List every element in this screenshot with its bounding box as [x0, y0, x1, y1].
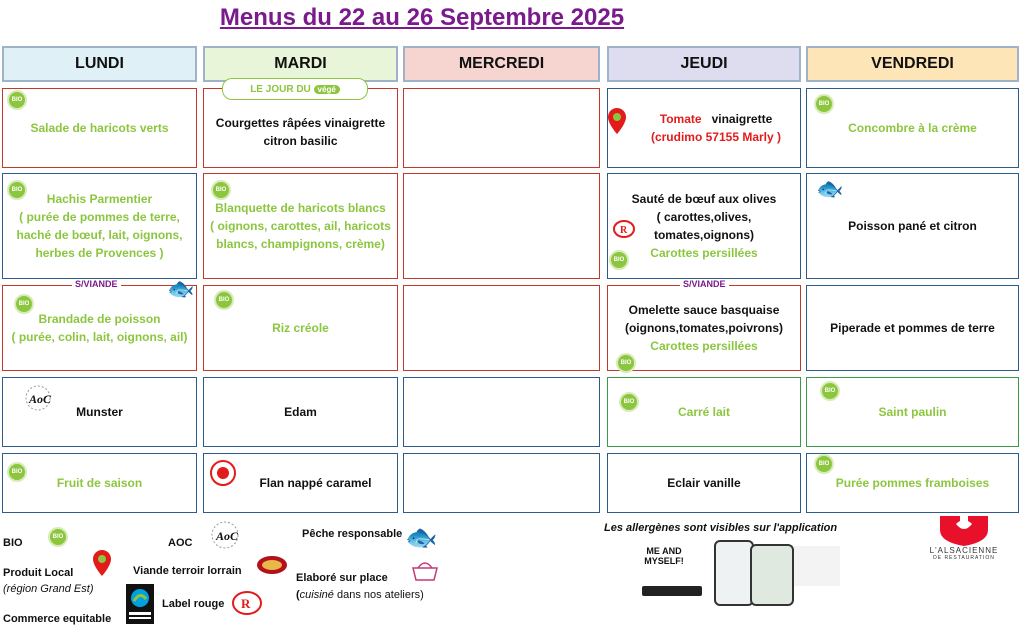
legend-viande: Viande terroir lorrain: [133, 565, 242, 577]
legend-aoc-icon: [208, 520, 242, 550]
header-vendredi: VENDREDI: [806, 46, 1019, 82]
brand-sub: DE RESTAURATION: [933, 555, 995, 561]
vendredi-entree: Concombre à la crème: [806, 88, 1019, 168]
fish-icon: 🐟: [167, 276, 195, 301]
svg-text:AoC: AoC: [29, 392, 52, 406]
location-pin-icon: [608, 108, 626, 134]
header-mercredi: MERCREDI: [403, 46, 600, 82]
app-store-badges: [642, 586, 702, 596]
mardi-plat: Blanquette de haricots blancs ( oignons, carottes, ail, haricots blancs, champignons, crème): [203, 173, 398, 279]
mardi-fromage: Edam: [203, 377, 398, 447]
lundi-sviande: Brandade de poisson ( purée, colin, lait, oignons, ail): [2, 285, 197, 371]
phone-mockup: [750, 544, 794, 606]
lundi-plat: Hachis Parmentier ( purée de pommes de terre, haché de bœuf, lait, oignons, herbes de Provences ): [2, 173, 197, 279]
bio-icon: BIO: [616, 353, 636, 373]
jeudi-sviande: Omelette sauce basquaise (oignons,tomates,poivrons) Carottes persillées: [607, 285, 801, 371]
bio-icon: BIO: [14, 294, 34, 314]
legend-aoc: AOC: [168, 537, 193, 549]
jeudi-dessert: Eclair vanille: [607, 453, 801, 513]
brand-heart-icon: [938, 514, 990, 546]
bio-icon: BIO: [7, 90, 27, 110]
svg-text:R: R: [620, 225, 628, 236]
vendredi-plat: Poisson pané et citron: [806, 173, 1019, 279]
jeudi-entree-origin: (crudimo 57155 Marly ): [650, 130, 782, 144]
jour-vege-text: LE JOUR DU: [250, 83, 311, 95]
sviande-label-jeudi: S/VIANDE: [680, 279, 729, 289]
legend-bio-icon: BIO: [48, 527, 68, 547]
bio-icon: BIO: [814, 94, 834, 114]
legend-location-pin-icon: [93, 550, 111, 576]
jeudi-fromage: Carré lait: [607, 377, 801, 447]
aoc-icon: [22, 384, 54, 412]
legend-equitable: Commerce equitable: [3, 613, 112, 625]
vendredi-fromage: Saint paulin: [806, 377, 1019, 447]
jeudi-entree: [607, 88, 801, 168]
lundi-fromage: Munster: [2, 377, 197, 447]
lundi-entree: Salade de haricots verts: [2, 88, 197, 168]
legend-fish-icon: 🐟: [405, 522, 438, 552]
mardi-accomp: Riz créole: [203, 285, 398, 371]
header-jeudi: JEUDI: [607, 46, 801, 82]
phone-mockup: [714, 540, 754, 606]
mardi-entree: Courgettes râpées vinaigrette citron basilic: [203, 88, 398, 168]
bio-icon: BIO: [7, 462, 27, 482]
legend-fairtrade-icon: [126, 584, 154, 624]
header-lundi: LUNDI: [2, 46, 197, 82]
jeudi-plat: Sauté de bœuf aux olives ( carottes,olives, tomates,oignons) Carottes persillées: [607, 173, 801, 279]
sviande-label: S/VIANDE: [72, 279, 121, 289]
bio-icon: BIO: [214, 290, 234, 310]
mercredi-entree: [403, 88, 600, 168]
legend-basket-icon: [410, 558, 440, 582]
legend-label-rouge: Label rouge: [162, 598, 225, 610]
mercredi-dessert: [403, 453, 600, 513]
bio-icon: BIO: [619, 392, 639, 412]
mercredi-fromage: [403, 377, 600, 447]
page-title: Menus du 22 au 26 Septembre 2025: [219, 4, 625, 31]
legend-bio: BIO: [3, 537, 23, 549]
legend-local: Produit Local (région Grand Est): [3, 567, 94, 595]
bio-icon: BIO: [211, 180, 231, 200]
mardi-dessert: Flan nappé caramel: [203, 453, 398, 513]
header-mardi: MARDI: [203, 46, 398, 82]
app-promo: [634, 540, 844, 610]
mercredi-accomp: [403, 285, 600, 371]
legend-label-rouge-icon: [231, 590, 263, 616]
bio-icon: BIO: [814, 454, 834, 474]
legend-viande-lorrain-icon: [256, 555, 288, 575]
legend-elabore: Elaboré sur place (cuisiné dans nos ateliers): [296, 572, 424, 601]
jeudi-entree-line1: Tomate vinaigrette: [659, 112, 773, 126]
brand-logo: [924, 514, 1004, 564]
bio-icon: BIO: [7, 180, 27, 200]
lundi-dessert: Fruit de saison: [2, 453, 197, 513]
fish-icon: 🐟: [816, 176, 844, 201]
brand-name: L'ALSACIENNE: [929, 546, 999, 555]
vendredi-accomp: Piperade et pommes de terre: [806, 285, 1019, 371]
bio-icon: BIO: [820, 381, 840, 401]
bio-icon: BIO: [609, 250, 629, 270]
jour-vege-banner: [222, 78, 368, 100]
allergenes-note: Les allergènes sont visibles sur l'application: [604, 522, 838, 534]
elabore-stamp-icon: [210, 460, 236, 486]
app-screens: [794, 546, 840, 586]
app-logo: ME AND MYSELF!: [644, 546, 684, 566]
legend-peche: Pêche responsable: [302, 528, 403, 540]
svg-text:AoC: AoC: [216, 529, 239, 543]
jour-vege-word: végé: [314, 85, 340, 94]
svg-text:R: R: [241, 596, 251, 611]
vendredi-dessert: Purée pommes framboises: [806, 453, 1019, 513]
mercredi-plat: [403, 173, 600, 279]
label-rouge-icon: [613, 220, 635, 238]
